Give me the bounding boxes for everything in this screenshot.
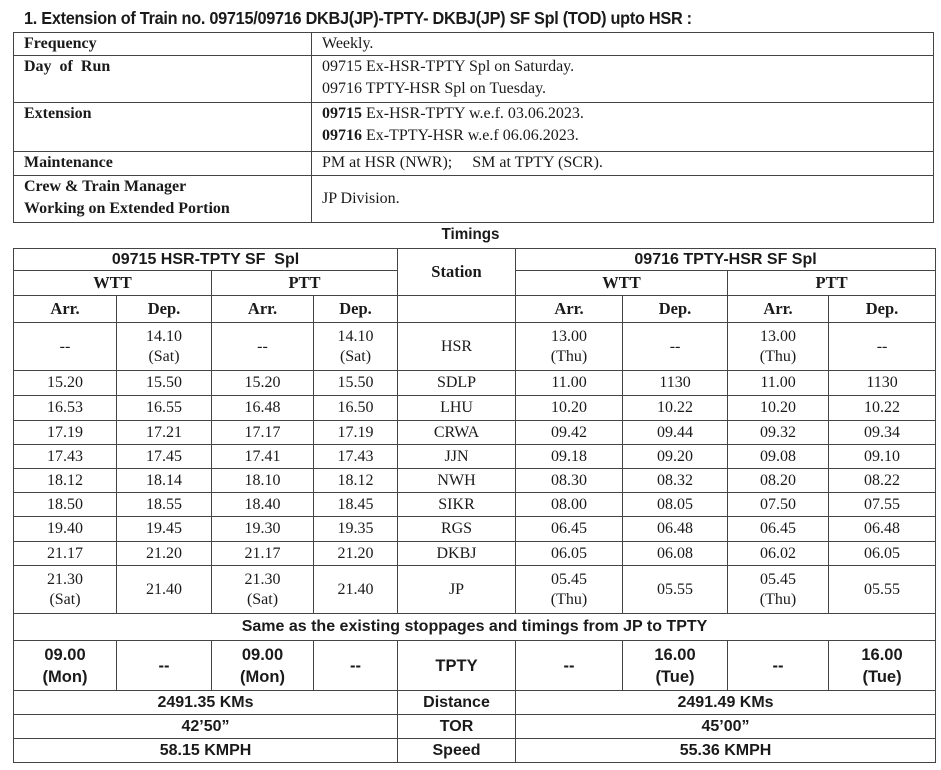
station-name-value: LHU xyxy=(440,399,473,416)
right-wtt-dep-value: 08.05 xyxy=(657,495,694,513)
left-wtt-arr-value: 17.43 xyxy=(47,447,83,465)
summary-row-distance xyxy=(14,691,936,715)
station-name-value: JJN xyxy=(444,447,469,465)
right-ptt-dep xyxy=(829,421,936,445)
left-ptt-arr xyxy=(212,469,314,493)
right-ptt-dep-value: 06.48 xyxy=(864,520,901,537)
right-wtt-arr xyxy=(516,542,623,566)
extension-train-1: 09715 xyxy=(322,105,362,122)
right-ptt-dep-day: (Tue) xyxy=(862,667,902,686)
station-name-value: SIKR xyxy=(438,495,475,513)
left-wtt-arr-value: 21.30 xyxy=(47,570,83,588)
left-ptt-arr-value: 17.17 xyxy=(244,423,281,441)
left-ptt-arr-value: -- xyxy=(257,337,268,355)
right-train-header: 09716 TPTY-HSR SF Spl xyxy=(516,249,936,271)
left-wtt-arr xyxy=(14,469,117,493)
right-ptt-arr-day: (Thu) xyxy=(759,590,797,608)
right-wtt-dep xyxy=(623,493,728,517)
left-wtt-dep xyxy=(117,396,212,421)
left-wtt-dep-value: 18.14 xyxy=(146,471,182,489)
left-wtt-dep-value: -- xyxy=(158,656,170,675)
station-name-value: SDLP xyxy=(436,374,477,391)
right-ptt-dep xyxy=(829,517,936,542)
left-ptt-dep xyxy=(314,469,398,493)
left-ptt-arr xyxy=(212,493,314,517)
station-name xyxy=(398,469,516,493)
arr-dep-header-row xyxy=(14,296,936,323)
right-wtt-arr xyxy=(516,421,623,445)
train-header-row xyxy=(14,249,936,271)
left-ptt-dep xyxy=(314,371,398,396)
summary-rows xyxy=(14,691,936,763)
station-name xyxy=(398,371,516,396)
right-ptt-dep xyxy=(829,641,936,691)
left-wtt-dep xyxy=(117,517,212,542)
distance-left: 2491.35 KMs xyxy=(14,691,398,715)
station-name xyxy=(398,566,516,614)
extension-line-1 xyxy=(322,103,923,125)
dep-header: Dep. xyxy=(314,296,398,323)
left-wtt-arr xyxy=(14,371,117,396)
right-wtt-dep-value: 16.00 xyxy=(654,645,696,664)
right-wtt-dep xyxy=(623,517,728,542)
right-wtt-dep-value: 10.22 xyxy=(657,399,694,416)
right-ptt-arr-value: 11.00 xyxy=(760,374,796,391)
right-ptt-arr-value: 09.32 xyxy=(760,423,797,441)
right-ptt-dep-value: 07.55 xyxy=(864,495,901,513)
station-row xyxy=(14,493,936,517)
station-row xyxy=(14,445,936,469)
right-ptt-arr xyxy=(728,566,829,614)
left-ptt-dep-value: 21.20 xyxy=(337,544,374,562)
left-wtt-dep xyxy=(117,566,212,614)
right-wtt-arr-day: (Thu) xyxy=(550,590,588,608)
right-wtt-dep-value: 08.32 xyxy=(657,471,694,489)
left-wtt-arr-day: (Sat) xyxy=(49,590,81,608)
station-name xyxy=(398,542,516,566)
left-wtt-dep xyxy=(117,641,212,691)
left-wtt-dep-value: 14.10 xyxy=(146,327,182,345)
left-ptt-arr xyxy=(212,421,314,445)
left-ptt-arr xyxy=(212,445,314,469)
speed-label: Speed xyxy=(398,739,516,763)
right-ptt-arr-value: 06.02 xyxy=(760,544,797,562)
info-row-frequency xyxy=(14,33,934,56)
right-wtt-arr-value: 11.00 xyxy=(551,374,587,391)
right-wtt-arr-value: 06.45 xyxy=(551,520,588,537)
left-ptt-arr-value: 09.00 xyxy=(241,645,284,664)
day-of-run-label: Day of Run xyxy=(14,56,312,103)
right-ptt-dep-value: 08.22 xyxy=(864,471,901,489)
right-ptt-dep-value: -- xyxy=(876,337,888,355)
right-wtt-arr xyxy=(516,493,623,517)
summary-row-speed xyxy=(14,739,936,763)
summary-row-tor xyxy=(14,715,936,739)
left-wtt-dep xyxy=(117,542,212,566)
right-ptt-dep xyxy=(829,445,936,469)
left-ptt-dep xyxy=(314,323,398,371)
left-ptt-dep xyxy=(314,493,398,517)
left-wtt-dep xyxy=(117,371,212,396)
right-ptt-arr xyxy=(728,641,829,691)
left-wtt-dep xyxy=(117,469,212,493)
left-wtt-dep-value: 16.55 xyxy=(146,399,182,416)
right-ptt-arr xyxy=(728,445,829,469)
left-wtt-dep xyxy=(117,323,212,371)
left-wtt-arr-value: 17.19 xyxy=(47,423,83,441)
station-name xyxy=(398,323,516,371)
right-ptt-dep xyxy=(829,493,936,517)
station-header: Station xyxy=(398,249,516,296)
right-ptt-arr-value: 10.20 xyxy=(760,399,797,416)
right-wtt-dep-day: (Tue) xyxy=(655,667,695,686)
station-name xyxy=(398,517,516,542)
right-ptt-dep xyxy=(829,566,936,614)
station-name-value: JP xyxy=(448,580,465,598)
arr-header: Arr. xyxy=(14,296,117,323)
left-wtt-arr-value: 21.17 xyxy=(47,544,83,562)
crew-label xyxy=(14,176,312,223)
left-ptt-dep-day: (Sat) xyxy=(339,347,372,365)
speed-right: 55.36 KMPH xyxy=(516,739,936,763)
station-row xyxy=(14,517,936,542)
crew-label-line-1: Crew & Train Manager xyxy=(24,178,187,195)
station-name xyxy=(398,421,516,445)
right-ptt-header: PTT xyxy=(728,271,936,296)
left-ptt-arr-day: (Sat) xyxy=(246,590,279,608)
left-ptt-arr xyxy=(212,396,314,421)
right-ptt-arr xyxy=(728,493,829,517)
dep-header: Dep. xyxy=(117,296,212,323)
right-wtt-dep-value: 09.20 xyxy=(657,447,694,465)
left-ptt-dep-value: -- xyxy=(350,656,361,675)
left-wtt-dep xyxy=(117,421,212,445)
left-ptt-dep-value: 16.50 xyxy=(337,399,374,416)
left-wtt-arr xyxy=(14,396,117,421)
crew-value: JP Division. xyxy=(312,176,934,223)
left-ptt-arr-value: 18.10 xyxy=(244,471,281,489)
timings-table xyxy=(13,248,936,763)
right-wtt-arr-value: 06.05 xyxy=(551,544,588,562)
left-ptt-arr xyxy=(212,566,314,614)
right-wtt-dep xyxy=(623,371,728,396)
tpty-row-group xyxy=(14,641,936,691)
day-of-run-value xyxy=(312,56,934,103)
right-wtt-dep-value: 1130 xyxy=(659,374,691,391)
section-title: 1. Extension of Train no. 09715/09716 DKBJ(JP)-TPTY- DKBJ(JP) SF Spl (TOD) upto HSR : xyxy=(24,8,692,28)
left-wtt-arr xyxy=(14,493,117,517)
info-row-maintenance xyxy=(14,152,934,176)
left-ptt-dep-value: 17.19 xyxy=(337,423,374,441)
left-ptt-dep xyxy=(314,542,398,566)
timings-heading: Timings xyxy=(441,226,500,243)
left-wtt-arr-value: 18.50 xyxy=(47,495,83,513)
left-wtt-arr-value: 18.12 xyxy=(47,471,83,489)
left-ptt-dep xyxy=(314,421,398,445)
left-wtt-dep-value: 15.50 xyxy=(146,374,182,391)
day-of-run-line-1: 09715 Ex-HSR-TPTY Spl on Saturday. xyxy=(322,58,575,75)
crew-label-line-2: Working on Extended Portion xyxy=(24,200,230,217)
dep-header: Dep. xyxy=(623,296,728,323)
right-ptt-dep-value: 05.55 xyxy=(864,580,901,598)
station-name xyxy=(398,445,516,469)
dep-header: Dep. xyxy=(829,296,936,323)
left-wtt-dep xyxy=(117,493,212,517)
right-wtt-arr xyxy=(516,323,623,371)
right-ptt-arr xyxy=(728,371,829,396)
right-wtt-dep-value: -- xyxy=(669,337,681,355)
distance-right: 2491.49 KMs xyxy=(516,691,936,715)
station-row xyxy=(14,371,936,396)
arr-header: Arr. xyxy=(212,296,314,323)
station-name xyxy=(398,641,516,691)
left-ptt-arr-day: (Mon) xyxy=(240,667,285,686)
right-ptt-dep-value: 09.34 xyxy=(864,423,901,441)
extension-value xyxy=(312,103,934,152)
right-wtt-dep xyxy=(623,566,728,614)
maintenance-label: Maintenance xyxy=(14,152,312,176)
left-wtt-arr xyxy=(14,641,117,691)
left-ptt-arr xyxy=(212,542,314,566)
left-ptt-arr xyxy=(212,517,314,542)
left-ptt-header: PTT xyxy=(212,271,398,296)
tor-right: 45’00” xyxy=(516,715,936,739)
right-wtt-dep xyxy=(623,445,728,469)
right-wtt-arr-value: 13.00 xyxy=(551,327,588,345)
left-wtt-arr-value: 19.40 xyxy=(47,520,83,537)
left-ptt-dep xyxy=(314,566,398,614)
left-ptt-arr-value: 19.30 xyxy=(244,520,281,537)
left-ptt-arr-value: 21.17 xyxy=(244,544,281,562)
left-wtt-arr-value: 16.53 xyxy=(47,399,83,416)
right-wtt-arr-value: 09.18 xyxy=(551,447,588,465)
left-ptt-dep-value: 17.43 xyxy=(337,447,374,465)
right-ptt-arr xyxy=(728,517,829,542)
right-ptt-dep xyxy=(829,469,936,493)
left-wtt-dep-value: 17.45 xyxy=(146,447,182,465)
station-row xyxy=(14,323,936,371)
left-train-header: 09715 HSR-TPTY SF Spl xyxy=(14,249,398,271)
station-name-value: NWH xyxy=(437,471,476,489)
left-wtt-arr-value: -- xyxy=(59,337,71,355)
right-wtt-arr-value: 08.30 xyxy=(551,471,588,489)
station-name-value: TPTY xyxy=(435,656,478,675)
info-row-extension xyxy=(14,103,934,152)
station-name xyxy=(398,396,516,421)
right-ptt-dep xyxy=(829,323,936,371)
station-name-value: DKBJ xyxy=(436,544,477,562)
left-ptt-arr xyxy=(212,371,314,396)
same-as-note: Same as the existing stoppages and timings from JP to TPTY xyxy=(14,614,936,641)
left-ptt-dep-value: 14.10 xyxy=(337,327,374,345)
right-ptt-arr-value: 07.50 xyxy=(760,495,797,513)
right-ptt-arr xyxy=(728,396,829,421)
left-ptt-dep xyxy=(314,641,398,691)
right-ptt-arr-value: 13.00 xyxy=(760,327,797,345)
station-header-blank xyxy=(398,296,516,323)
right-ptt-dep xyxy=(829,542,936,566)
right-wtt-dep xyxy=(623,396,728,421)
left-ptt-arr-value: 17.41 xyxy=(244,447,281,465)
left-wtt-arr-value: 09.00 xyxy=(44,645,86,664)
station-row xyxy=(14,469,936,493)
right-ptt-arr xyxy=(728,469,829,493)
left-wtt-arr-value: 15.20 xyxy=(47,374,83,391)
extension-train-2: 09716 xyxy=(322,127,362,144)
speed-left: 58.15 KMPH xyxy=(14,739,398,763)
left-ptt-dep-value: 21.40 xyxy=(337,580,374,598)
extension-text-2: Ex-TPTY-HSR w.e.f 06.06.2023. xyxy=(362,127,579,144)
distance-label: Distance xyxy=(398,691,516,715)
right-wtt-dep-value: 06.48 xyxy=(657,520,694,537)
arr-header: Arr. xyxy=(728,296,829,323)
right-ptt-dep-value: 1130 xyxy=(866,374,898,391)
left-ptt-dep xyxy=(314,396,398,421)
right-wtt-arr xyxy=(516,566,623,614)
left-ptt-dep-value: 15.50 xyxy=(337,374,374,391)
right-wtt-arr xyxy=(516,396,623,421)
extension-text-1: Ex-HSR-TPTY w.e.f. 03.06.2023. xyxy=(362,105,584,122)
station-row xyxy=(14,421,936,445)
same-as-row xyxy=(14,614,936,641)
station-row xyxy=(14,566,936,614)
right-wtt-arr-value: 09.42 xyxy=(551,423,588,441)
left-ptt-arr-value: 18.40 xyxy=(244,495,281,513)
right-wtt-dep-value: 06.08 xyxy=(657,544,694,562)
right-wtt-arr-day: (Thu) xyxy=(550,347,588,365)
station-name-value: CRWA xyxy=(433,423,480,441)
left-ptt-dep-value: 18.45 xyxy=(337,495,374,513)
left-ptt-dep-value: 18.12 xyxy=(337,471,374,489)
tor-label: TOR xyxy=(398,715,516,739)
right-wtt-arr-value: 08.00 xyxy=(551,495,588,513)
left-ptt-arr-value: 15.20 xyxy=(244,374,281,391)
left-ptt-dep xyxy=(314,517,398,542)
station-rows xyxy=(14,323,936,614)
right-ptt-arr xyxy=(728,542,829,566)
right-wtt-arr xyxy=(516,517,623,542)
tpty-row xyxy=(14,641,936,691)
right-wtt-arr xyxy=(516,445,623,469)
right-wtt-dep xyxy=(623,421,728,445)
train-info-table xyxy=(13,32,934,223)
right-wtt-arr xyxy=(516,469,623,493)
left-wtt-arr xyxy=(14,566,117,614)
arr-header: Arr. xyxy=(516,296,623,323)
station-name-value: HSR xyxy=(440,337,473,355)
left-wtt-arr-day: (Mon) xyxy=(42,667,88,686)
tor-left: 42’50” xyxy=(14,715,398,739)
right-wtt-dep xyxy=(623,641,728,691)
right-wtt-dep-value: 09.44 xyxy=(657,423,694,441)
info-row-crew xyxy=(14,176,934,223)
info-row-day-of-run xyxy=(14,56,934,103)
day-of-run-line-2: 09716 TPTY-HSR Spl on Tuesday. xyxy=(322,80,547,97)
maintenance-value: PM at HSR (NWR); SM at TPTY (SCR). xyxy=(312,152,934,176)
right-ptt-arr-day: (Thu) xyxy=(759,347,797,365)
station-name-value: RGS xyxy=(440,520,473,537)
right-wtt-dep xyxy=(623,542,728,566)
right-wtt-arr-value: 10.20 xyxy=(551,399,588,416)
left-ptt-arr-value: 21.30 xyxy=(244,570,281,588)
right-ptt-arr-value: 09.08 xyxy=(760,447,797,465)
left-wtt-dep xyxy=(117,445,212,469)
right-wtt-header: WTT xyxy=(516,271,728,296)
left-wtt-arr xyxy=(14,323,117,371)
right-wtt-dep xyxy=(623,469,728,493)
left-ptt-arr xyxy=(212,641,314,691)
extension-line-2 xyxy=(322,125,923,147)
station-row xyxy=(14,396,936,421)
right-ptt-dep xyxy=(829,396,936,421)
station-row xyxy=(14,542,936,566)
extension-label: Extension xyxy=(14,103,312,152)
frequency-label: Frequency xyxy=(14,33,312,56)
station-name xyxy=(398,493,516,517)
right-ptt-arr xyxy=(728,323,829,371)
left-ptt-dep xyxy=(314,445,398,469)
left-wtt-header: WTT xyxy=(14,271,212,296)
left-wtt-dep-value: 18.55 xyxy=(146,495,182,513)
left-wtt-arr xyxy=(14,445,117,469)
right-ptt-arr xyxy=(728,421,829,445)
left-wtt-arr xyxy=(14,542,117,566)
right-ptt-dep xyxy=(829,371,936,396)
right-ptt-arr-value: -- xyxy=(772,656,784,675)
right-wtt-dep xyxy=(623,323,728,371)
left-wtt-dep-value: 17.21 xyxy=(146,423,182,441)
left-ptt-arr xyxy=(212,323,314,371)
left-wtt-dep-day: (Sat) xyxy=(148,347,180,365)
right-wtt-dep-value: 05.55 xyxy=(657,580,694,598)
frequency-value: Weekly. xyxy=(312,33,934,56)
right-ptt-arr-value: 08.20 xyxy=(760,471,797,489)
left-wtt-arr xyxy=(14,421,117,445)
left-wtt-dep-value: 21.20 xyxy=(146,544,182,562)
right-ptt-dep-value: 09.10 xyxy=(864,447,901,465)
right-ptt-arr-value: 06.45 xyxy=(760,520,797,537)
right-wtt-arr xyxy=(516,641,623,691)
left-ptt-arr-value: 16.48 xyxy=(244,399,281,416)
left-wtt-arr xyxy=(14,517,117,542)
right-wtt-arr-value: 05.45 xyxy=(551,570,588,588)
right-wtt-arr xyxy=(516,371,623,396)
left-wtt-dep-value: 19.45 xyxy=(146,520,182,537)
right-wtt-arr-value: -- xyxy=(563,656,575,675)
right-ptt-dep-value: 06.05 xyxy=(864,544,901,562)
right-ptt-arr-value: 05.45 xyxy=(760,570,797,588)
right-ptt-dep-value: 16.00 xyxy=(861,645,903,664)
left-ptt-dep-value: 19.35 xyxy=(337,520,374,537)
left-wtt-dep-value: 21.40 xyxy=(146,580,182,598)
right-ptt-dep-value: 10.22 xyxy=(864,399,901,416)
